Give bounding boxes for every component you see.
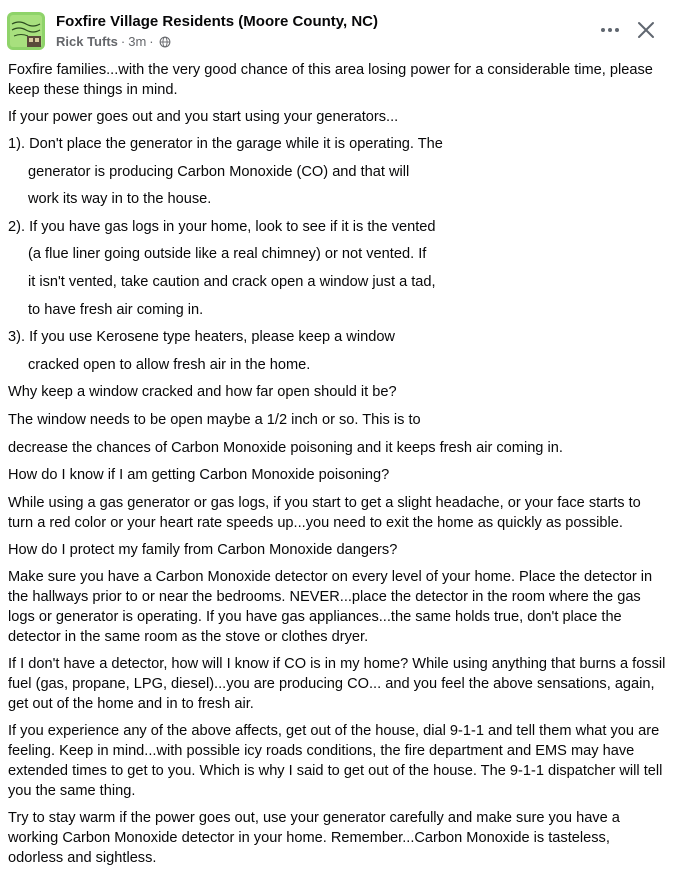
post-line: How do I know if I am getting Carbon Monoxide poisoning? <box>8 467 390 484</box>
post-paragraph: How do I protect my family from Carbon Monoxide dangers? <box>8 541 398 558</box>
post-paragraph: Make sure you have a Carbon Monoxide detector on every level of your home. Place the detector in the hallways prior to or near the bedrooms. NEVER...place the detector in the room where the gas logs or generator is operating. If you have gas appliances...the same holds true, don't place the detector in the same room as the stove or clothes dryer. <box>8 568 653 645</box>
more-options-button[interactable] <box>596 18 624 42</box>
post-line: it isn't vented, take caution and crack open a window just a tad, <box>28 273 436 290</box>
author-name[interactable]: Rick Tufts <box>56 34 118 49</box>
post-time[interactable]: 3m <box>128 34 147 49</box>
post-line: (a flue liner going outside like a real chimney) or not vented. If <box>28 246 427 263</box>
post-line: to have fresh air coming in. <box>28 301 204 318</box>
post-paragraph: If your power goes out and you start using your generators... <box>8 109 399 125</box>
post-paragraph: Try to stay warm if the power goes out, use your generator carefully and make sure you have a working Carbon Monoxide detector in your home. Remember...Carbon Monoxide is tasteless, odorless and sightless. <box>8 809 620 866</box>
post-line: 1). Don't place the generator in the garage while it is operating. The <box>8 136 443 152</box>
post-paragraph: Foxfire families...with the very good chance of this area losing power for a considerable time, please keep these things in mind. <box>8 62 653 98</box>
post-paragraph: While using a gas generator or gas logs, if you start to get a slight headache, or your face starts to turn a red color or your heart rate speeds up...you need to exit the home as quickly as possible. <box>8 494 641 531</box>
post-list <box>8 134 668 493</box>
post-body <box>8 60 668 875</box>
post-line: 2). If you have gas logs in your home, look to see if it is the vented <box>8 218 436 235</box>
group-avatar[interactable] <box>7 12 45 50</box>
post-paragraph: If I don't have a detector, how will I know if CO is in my home? While using anything that burns a fossil fuel (gas, propane, LPG, diesel)...you are producing CO... and you feel the above sensations, again, get out of the home and in to fresh air. <box>8 655 666 712</box>
meta-separator: · <box>120 34 126 49</box>
post-line: decrease the chances of Carbon Monoxide poisoning and it keeps fresh air coming in. <box>8 439 563 456</box>
more-horizontal-icon <box>600 27 620 33</box>
post-meta <box>56 34 171 49</box>
group-name[interactable]: Foxfire Village Residents (Moore County, NC) <box>56 13 378 30</box>
post-header <box>0 0 677 60</box>
post-line: generator is producing Carbon Monoxide (CO) and that will <box>28 163 410 180</box>
close-button[interactable] <box>634 18 658 42</box>
post-line: The window needs to be open maybe a 1/2 inch or so. This is to <box>8 411 421 428</box>
post-line: work its way in to the house. <box>28 191 212 208</box>
group-avatar-image <box>7 12 45 50</box>
post-line: cracked open to allow fresh air in the home. <box>28 356 311 373</box>
globe-icon[interactable] <box>159 36 171 48</box>
post-paragraph: If you experience any of the above affects, get out of the house, dial 9-1-1 and tell them what you are feeling. Keep in mind...with possible icy roads conditions, the fire department and EMS may have extended times to get to you. Which is why I said to get out of the house. The 9-1-1 dispatcher will tell you the same thing. <box>8 722 663 799</box>
post-line: Why keep a window cracked and how far open should it be? <box>8 384 397 401</box>
close-icon <box>637 21 655 39</box>
post-line: 3). If you use Kerosene type heaters, please keep a window <box>8 329 395 346</box>
meta-separator: · <box>149 34 154 49</box>
